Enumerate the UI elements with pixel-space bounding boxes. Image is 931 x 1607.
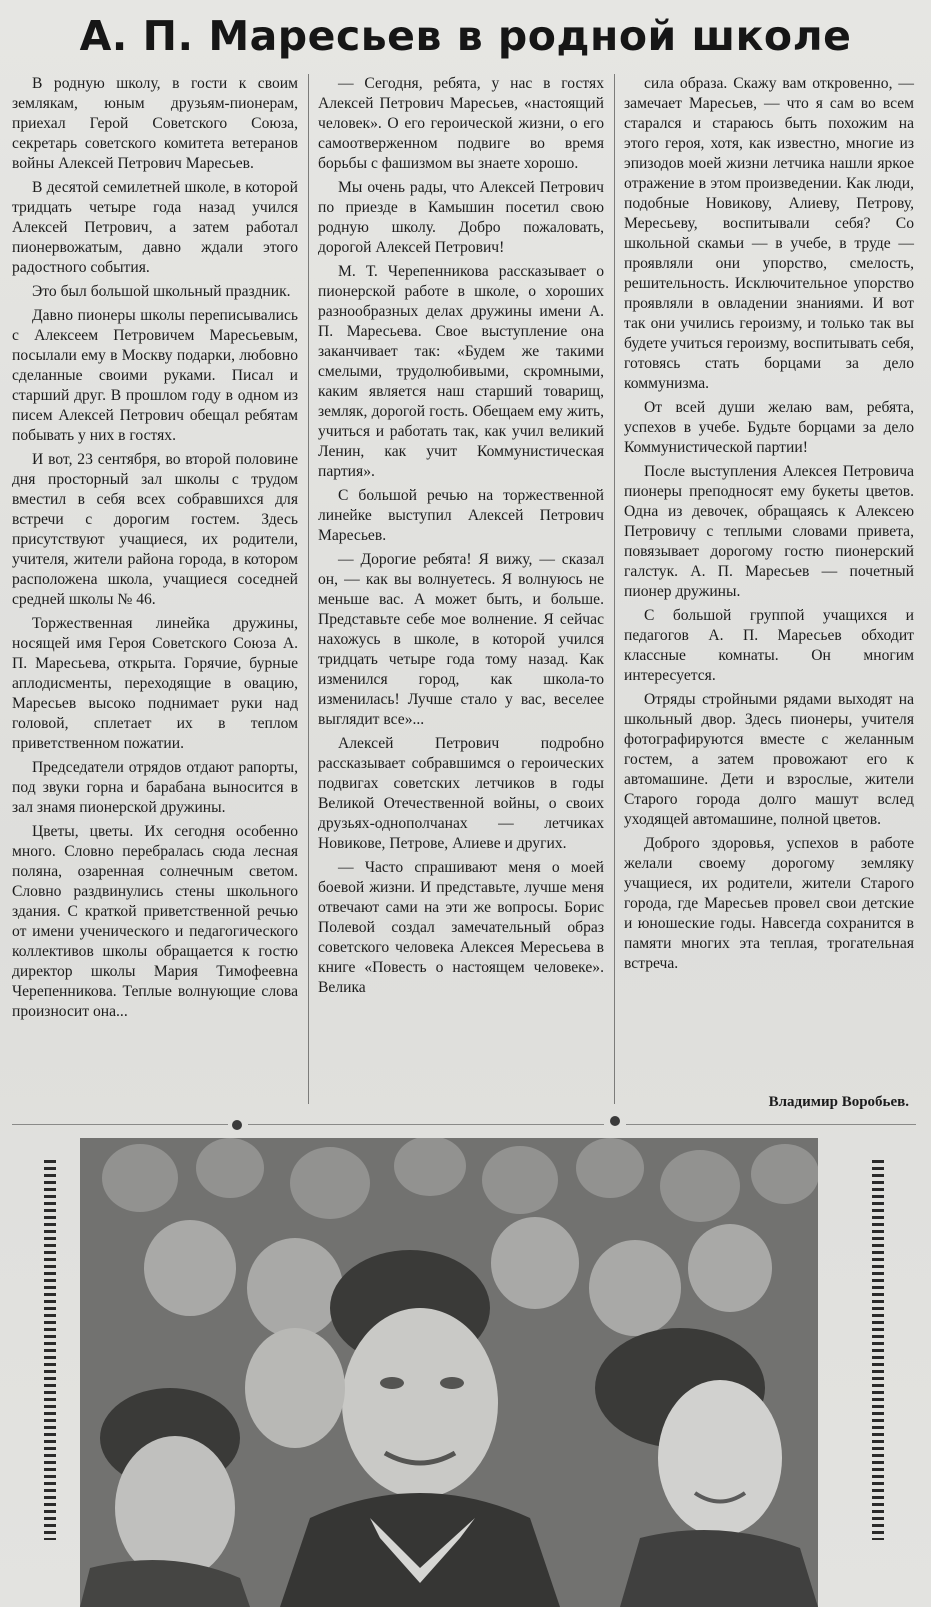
article-column-1 [12, 74, 298, 1026]
paragraph: И вот, 23 сентября, во второй половине дня просторный зал школы с трудом вместил в себя всех собравшихся для встречи с дорогим гостем. Здесь присутствуют учащиеся, их родители, учителя, жители района города, в котором расположена школа, учащиеся соседней средней школы № 46. [12, 451, 298, 608]
column-divider [308, 74, 309, 1104]
column-divider [614, 74, 615, 1104]
section-divider [248, 1124, 604, 1125]
paragraph: сила образа. Скажу вам откровенно, — замечает Маресьев, — что я сам во всем старался и стараюсь быть похожим на этого героя, хотя, как известно, многие из эпизодов моей жизни летчика нашли яркое отражение в этом произведении. Как люди, подобные Новикову, Алиеву, Петрову, Мересьеву, воспитывали себя? Со школьной скамьи — в учебе, в труде — проявляли они упорство, смелость, решительность. Исключительное упорство проявляли в овладении знаниями. И вот так они учились героизму, и только так вы будете учиться героизму, воспитывать себя, готовясь стать борцами за дело коммунизма. [624, 75, 914, 392]
paragraph: Это был большой школьный праздник. [32, 283, 291, 300]
paragraph: С большой группой учащихся и педагогов А. П. Маресьев обходит классные комнаты. Он многим интересуется. [624, 607, 914, 684]
article-column-2 [318, 74, 604, 1002]
decorative-border [44, 1160, 56, 1540]
bullet-ornament [610, 1116, 620, 1126]
section-divider [626, 1124, 916, 1125]
paragraph: В родную школу, в гости к своим землякам, юным друзьям-пионерам, приехал Герой Советского Союза, секретарь советского комитета ветеранов войны Алексей Петрович Маресьев. [12, 75, 298, 172]
article-column-3 [624, 74, 914, 978]
paragraph: В десятой семилетней школе, в которой тридцать четыре года назад учился Алексей Петрович, а затем работал пионервожатым, давно ждали этого радостного события. [12, 179, 298, 276]
crowd-photo-illustration [80, 1138, 818, 1607]
section-divider [12, 1124, 228, 1125]
paragraph: Давно пионеры школы переписывались с Алексеем Петровичем Маресьевым, посылали ему в Москву подарки, любовно сделанные своими руками. Писал и старший друг. В прошлом году в одном из писем Алексей Петрович обещал ребятам побывать у них в гостях. [12, 307, 298, 444]
author-byline: Владимир Воробьев. [768, 1094, 909, 1110]
paragraph: Председатели отрядов отдают рапорты, под звуки горна и барабана выносится в зал знамя пионерской дружины. [12, 759, 298, 816]
paragraph: Мы очень рады, что Алексей Петрович по приезде в Камышин посетил свою родную школу. Добро пожаловать, дорогой Алексей Петрович! [318, 179, 604, 256]
paragraph: От всей души желаю вам, ребята, успехов в учебе. Будьте борцами за дело Коммунистической партии! [624, 399, 914, 456]
paragraph: — Сегодня, ребята, у нас в гостях Алексей Петрович Маресьев, «настоящий человек». О его героической жизни, о его самоотверженном подвиге во время борьбы с фашизмом вы знаете хорошо. [318, 75, 604, 172]
decorative-border [872, 1160, 884, 1540]
paragraph: Торжественная линейка дружины, носящей имя Героя Советского Союза А. П. Маресьева, открыта. Горячие, бурные аплодисменты, переходящие в овацию, Маресьев высоко поднимает руки над головой, сплетает их в теплом приветственном пожатии. [12, 615, 298, 752]
paragraph: Доброго здоровья, успехов в работе желали своему дорогому земляку учащиеся, их родители, жители Старого города, где Маресьев провел свои детские и юношеские годы. Навсегда сохранится в памяти многих эта теплая, трогательная встреча. [624, 835, 914, 972]
news-photo [80, 1138, 818, 1607]
paragraph: С большой речью на торжественной линейке выступил Алексей Петрович Маресьев. [318, 487, 604, 544]
paragraph: Цветы, цветы. Их сегодня особенно много. Словно перебралась сюда лесная поляна, озаренная солнечным светом. Словно раздвинулись стены школьного здания. С краткой приветственной речью от имени ученического и педагогического коллективов школы обращается к гостю директор школы Мария Тимофеевна Черепенникова. Теплые волнующие слова произносит она... [12, 823, 298, 1020]
headline: А. П. Маресьев в родной школе [79, 12, 852, 60]
paragraph: После выступления Алексея Петровича пионеры преподносят ему букеты цветов. Одна из девочек, обращаясь к Алексею Петровичу с теплыми словами привета, повязывает дорогому гостю пионерский галстук. А. П. Маресьев — почетный пионер дружины. [624, 463, 914, 600]
paragraph: Отряды стройными рядами выходят на школьный двор. Здесь пионеры, учителя фотографируются вместе с желанным гостем, а затем провожают его к автомашине. Дети и взрослые, жители Старого города долго машут вслед уходящей автомашине, полной цветов. [624, 691, 914, 828]
paragraph: — Дорогие ребята! Я вижу, — сказал он, — как вы волнуетесь. Я волнуюсь не меньше вас. А может быть, и больше. Представьте себе мое волнение. Я сейчас нахожусь в школе, в которой учился тридцать четыре года тому назад. Как изменился город, как школа-то изменилась! Лучше стало у вас, веселее выглядит все»... [318, 551, 604, 728]
bullet-ornament [232, 1120, 242, 1130]
paragraph: Алексей Петрович подробно рассказывает собравшимся о героических подвигах советских летчиков в годы Великой Отечественной войны, о своих друзьях-однополчанах — летчиках Новикове, Петрове, Алиеве и других. [318, 735, 604, 852]
paragraph: — Часто спрашивают меня о моей боевой жизни. И представьте, лучше меня отвечают сами на эти же вопросы. Борис Полевой создал замечательный образ советского человека Алексея Мересьева в книге «Повесть о настоящем человеке». Велика [318, 859, 604, 996]
paragraph: М. Т. Черепенникова рассказывает о пионерской работе в школе, о хороших разнообразных делах дружины имени А. П. Маресьева. Свое выступление она заканчивает так: «Будем же такими смелыми, трудолюбивыми, скромными, каким является наш старший товарищ, земляк, дорогой гость. Обещаем ему жить, учиться и работать так, как учил великий Ленин, как учит Коммунистическая партия». [318, 263, 604, 480]
